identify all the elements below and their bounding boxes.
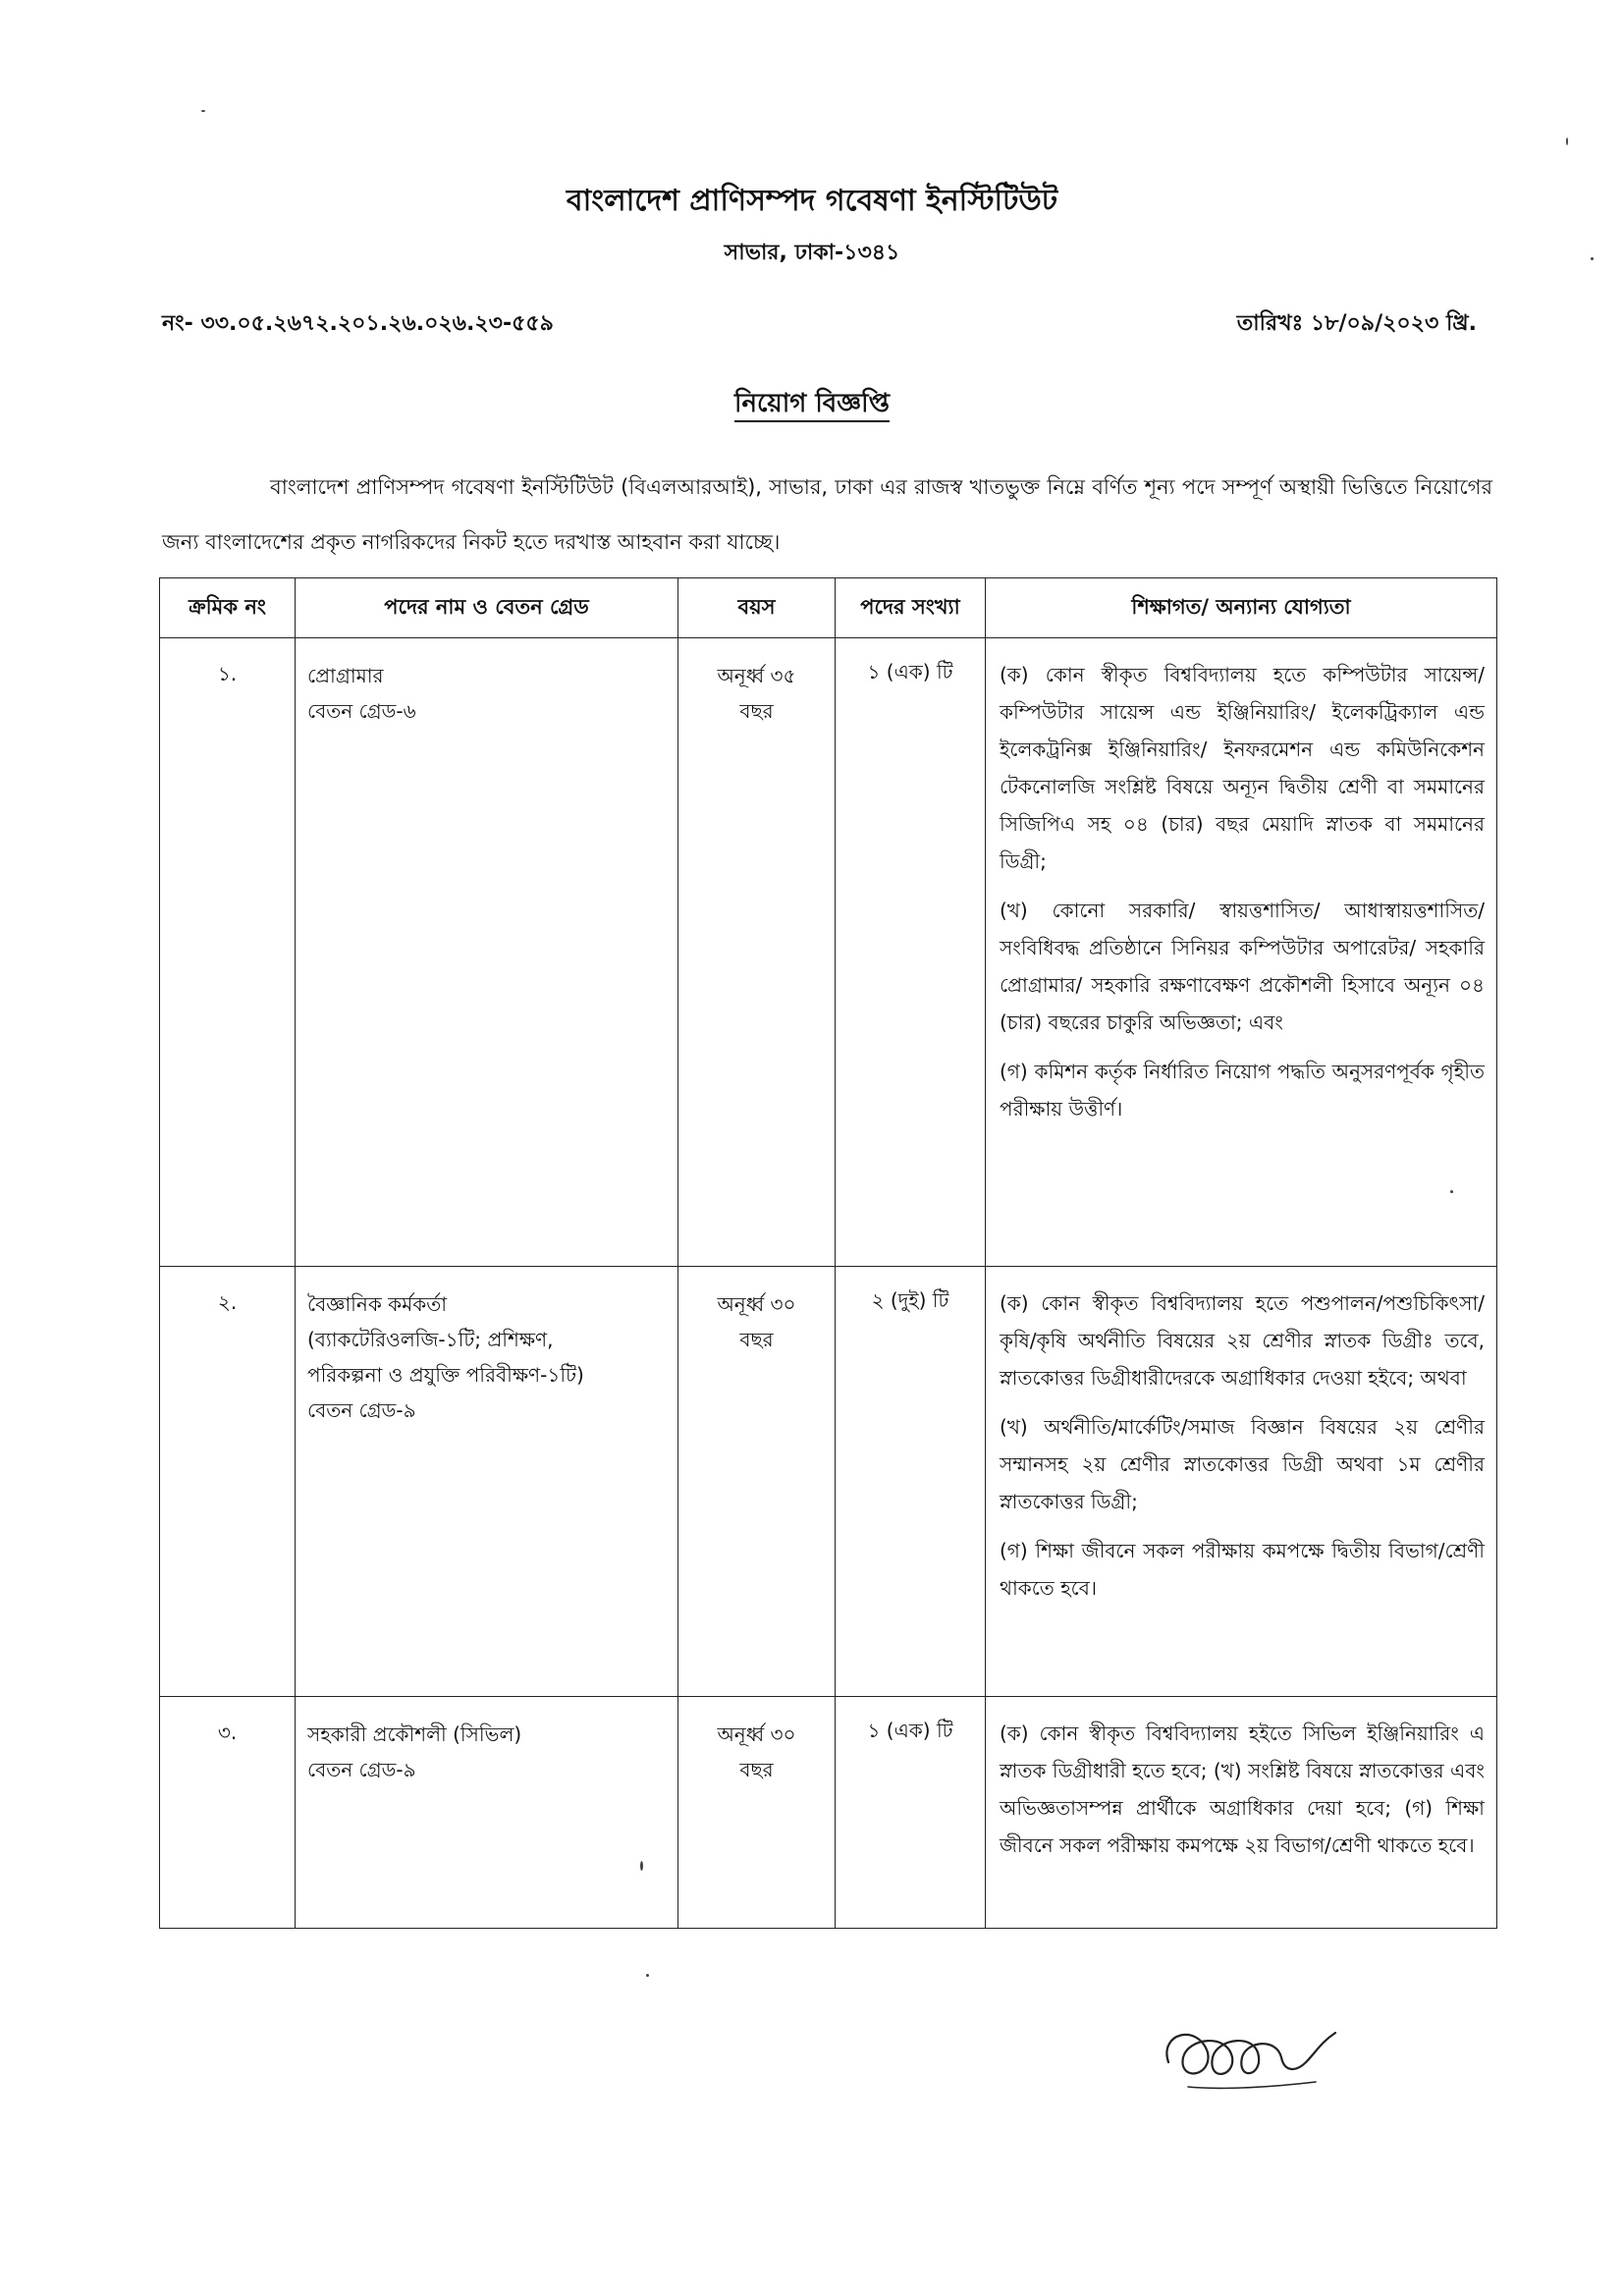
- table-row: [160, 638, 1497, 1267]
- age-line: বছর: [739, 1328, 774, 1351]
- post-name-line: সহকারী প্রকৌশলী (সিভিল): [307, 1722, 522, 1746]
- post-grade-line: বেতন গ্রেড-৯: [307, 1758, 416, 1781]
- age-line: বছর: [739, 1758, 774, 1781]
- row-qualification: [986, 638, 1497, 1267]
- row-age: [678, 638, 836, 1267]
- row-qualification: [986, 1267, 1497, 1697]
- row-post-name: [296, 1267, 678, 1697]
- row-age: [678, 1267, 836, 1697]
- vacancy-table: [159, 577, 1497, 1929]
- signature: [1149, 2003, 1345, 2102]
- row-post-name: [296, 638, 678, 1267]
- row-serial: ২.: [160, 1267, 296, 1697]
- age-line: অনূর্ধ্ব ৩৫: [717, 664, 796, 687]
- scan-speck: [1566, 137, 1568, 145]
- post-grade-line: বেতন গ্রেড-৯: [307, 1398, 416, 1422]
- notice-intro: বাংলাদেশ প্রাণিসম্পদ গবেষণা ইনস্টিটিউট (বিএলআরআই), সাভার, ঢাকা এর রাজস্ব খাতভুক্ত নিম্নে বর্ণিত শূন্য পদে সম্পূর্ণ অস্থায়ী ভিত্তিতে নিয়োগের জন্য বাংলাদেশের প্রকৃত নাগরিকদের নিকট হতে দরখাস্ত আহবান করা যাচ্ছে।: [162, 475, 1492, 554]
- header-post-count: পদের সংখ্যা: [836, 578, 986, 638]
- post-name-line: বৈজ্ঞানিক কর্মকর্তা: [307, 1292, 448, 1316]
- qualification-item: (ক) কোন স্বীকৃত বিশ্ববিদ্যালয় হতে পশুপালন/পশুচিকিৎসা/কৃষি/কৃষি অর্থনীতি বিষয়ের ২য় শ্রেণীর স্নাতক ডিগ্রীঃ তবে, স্নাতকোত্তর ডিগ্রীধারীদেরকে অগ্রাধিকার দেওয়া হইবে; অথবা: [1000, 1291, 1485, 1390]
- notice-title: [0, 383, 1624, 426]
- scan-speck: [1450, 1190, 1453, 1193]
- qualification-item: (গ) শিক্ষা জীবনে সকল পরীক্ষায় কমপক্ষে দ্বিতীয় বিভাগ/শ্রেণী থাকতে হবে।: [1000, 1539, 1485, 1600]
- post-name-line: প্রোগ্রামার: [307, 664, 384, 687]
- memo-date: তারিখঃ ১৮/০৯/২০২৩ খ্রি.: [1236, 311, 1477, 336]
- header-serial: ক্রমিক নং: [160, 578, 296, 638]
- notice-title-text: নিয়োগ বিজ্ঞপ্তি: [734, 389, 890, 422]
- row-post-count: ২ (দুই) টি: [836, 1267, 986, 1697]
- qualification-item: (গ) কমিশন কর্তৃক নির্ধারিত নিয়োগ পদ্ধতি অনুসরণপূর্বক গৃহীত পরীক্ষায় উত্তীর্ণ।: [1000, 1060, 1485, 1121]
- scan-speck: [640, 1861, 643, 1871]
- row-qualification: [986, 1697, 1497, 1929]
- table-row: [160, 1697, 1497, 1929]
- row-post-count: ১ (এক) টি: [836, 638, 986, 1267]
- age-line: অনূর্ধ্ব ৩০: [717, 1722, 796, 1746]
- header-post-name: পদের নাম ও বেতন গ্রেড: [296, 578, 678, 638]
- row-post-count: ১ (এক) টি: [836, 1697, 986, 1929]
- qualification-item: (ক) কোন স্বীকৃত বিশ্ববিদ্যালয় হতে কম্পিউটার সায়েন্স/ কম্পিউটার সায়েন্স এন্ড ইঞ্জিনিয়ারিং/ ইলেকট্রিক্যাল এন্ড ইলেকট্রনিক্স ইঞ্জিনিয়ারিং/ ইনফরমেশন এন্ড কমিউনিকেশন টেকনোলজি সংশ্লিষ্ট বিষয়ে অন্যূন দ্বিতীয় শ্রেণী বা সমমানের সিজিপিএ সহ ০৪ (চার) বছর মেয়াদি স্নাতক বা সমমানের ডিগ্রী;: [1000, 663, 1485, 873]
- qualification-item: (ক) কোন স্বীকৃত বিশ্ববিদ্যালয় হইতে সিভিল ইঞ্জিনিয়ারিং এ স্নাতক ডিগ্রীধারী হতে হবে; (খ) সংশ্লিষ্ট বিষয়ে স্নাতকোত্তর এবং অভিজ্ঞতাসম্পন্ন প্রার্থীকে অগ্রাধিকার দেয়া হবে; (গ) শিক্ষা জীবনে সকল পরীক্ষায় কমপক্ষে ২য় বিভাগ/শ্রেণী থাকতে হবে।: [1000, 1722, 1485, 1857]
- header-age: বয়স: [678, 578, 836, 638]
- scan-speck: [646, 1974, 649, 1977]
- row-post-name: [296, 1697, 678, 1929]
- age-line: অনূর্ধ্ব ৩০: [717, 1292, 796, 1316]
- table-row: [160, 1267, 1497, 1697]
- age-line: বছর: [739, 699, 774, 723]
- post-name-line: পরিকল্পনা ও প্রযুক্তি পরিবীক্ষণ-১টি): [307, 1363, 584, 1387]
- row-age: [678, 1697, 836, 1929]
- memo-number: নং- ৩৩.০৫.২৬৭২.২০১.২৬.০২৬.২৩-৫৫৯: [162, 311, 554, 336]
- scan-speck: [201, 110, 205, 112]
- table-header-row: [160, 578, 1497, 638]
- qualification-item: (খ) অর্থনীতি/মার্কেটিং/সমাজ বিজ্ঞান বিষয়ের ২য় শ্রেণীর সম্মানসহ ২য় শ্রেণীর স্নাতকোত্তর ডিগ্রী অথবা ১ম শ্রেণীর স্নাতকোত্তর ডিগ্রী;: [1000, 1415, 1485, 1513]
- scan-speck: [1591, 257, 1594, 260]
- row-serial: ৩.: [160, 1697, 296, 1929]
- organization-address: সাভার, ঢাকা-১৩৪১: [724, 241, 900, 265]
- header-qualification: শিক্ষাগত/ অন্যান্য যোগ্যতা: [986, 578, 1497, 638]
- organization-name: বাংলাদেশ প্রাণিসম্পদ গবেষণা ইনস্টিটিউট: [566, 184, 1058, 218]
- post-name-line: (ব্যাকটেরিওলজি-১টি; প্রশিক্ষণ,: [307, 1328, 554, 1351]
- row-serial: ১.: [160, 638, 296, 1267]
- qualification-item: (খ) কোনো সরকারি/ স্বায়ত্তশাসিত/ আধাস্বায়ত্তশাসিত/ সংবিধিবদ্ধ প্রতিষ্ঠানে সিনিয়র কম্পিউটার অপারেটর/ সহকারি প্রোগ্রামার/ সহকারি রক্ষণাবেক্ষণ প্রকৌশলী হিসাবে অন্যূন ০৪ (চার) বছরের চাকুরি অভিজ্ঞতা; এবং: [1000, 899, 1485, 1034]
- post-grade-line: বেতন গ্রেড-৬: [307, 699, 416, 723]
